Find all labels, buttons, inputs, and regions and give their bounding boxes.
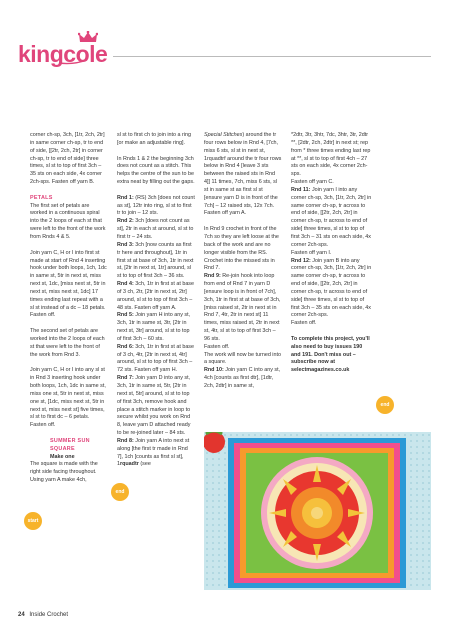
round-8 — [117, 438, 195, 469]
round-9 — [204, 273, 282, 344]
paragraph: The first set of petals are worked in a continuous spiral into the 2 loops of each st that were left to the front of the work from Rnds 4 & 5. — [30, 202, 106, 240]
round-text-tail: (see — [140, 461, 151, 468]
round-label: Rnd 1: — [117, 194, 134, 201]
page-footer — [18, 612, 68, 618]
brand-logo — [18, 40, 118, 68]
text-column-3 — [204, 132, 282, 391]
paragraph: Using yarn A make 4ch, — [30, 477, 87, 484]
crochet-square-illustration — [204, 432, 431, 590]
paragraph: Fasten off yarn C. — [291, 179, 334, 186]
paragraph: Join yarn C, H or I into any sl st in Rnd 3 inserting hook under both loops, 1ch, 1dc in same st, miss one st, 5tr in next st, miss one st, [1dc, miss next st, 5tr in next st, miss next st] five times, sl st to first dc – 6 petals. — [30, 367, 106, 421]
round-text: (RS) 3ch [does not count as st], 12tr into ring, sl st to first tr to join – 12 sts. — [117, 194, 195, 217]
summer-sun-square-photo — [204, 432, 431, 590]
round-label: Rnd 5: — [117, 312, 134, 319]
brand-name: kingcole — [18, 41, 108, 67]
round-text: Join yarn B into any corner ch-sp, 3ch, [1tr, 2ch, 2tr] in same corner ch-sp, tr across to end of side, [[2tr, 2ch, 2tr] in corner ch-sp, tr across to end of side] three times, sl st to top of first 3ch – 35 sts on each side, 4x corner 2ch-sps. — [291, 257, 372, 319]
end-badge: end — [376, 396, 394, 414]
round-3 — [117, 242, 195, 281]
subscribe-promo: To complete this project, you'll also need to buy issues 190 and 191. Don't miss out – subscribe now at selectmagazines.co.uk — [291, 335, 370, 374]
paragraph: sl st to first ch to join into a ring [or make an adjustable ring]. — [117, 132, 192, 146]
round-label: Rnd 12: — [291, 257, 311, 264]
section-heading-petals: PETALS — [30, 194, 53, 201]
paragraph: The second set of petals are worked into the 2 loops of each st that were left to the front of the work from Rnd 3. — [30, 328, 105, 358]
paragraph-text: ) around the tr four rows below in Rnd 4, [7ch, miss 6 sts, sl st in next st, 1rquadtrf around the tr four rows below in Rnd 4 [leave 3 sts between the raised sts in Rnd 4]] 11 times, 7ch, miss 6 sts, sl st in same st as first sl st [ensure yarn D is in front of the 7ch] – 12 raised sts, 12x 7ch. — [204, 132, 282, 209]
paragraph: In Rnd 9 crochet in front of the 7ch so they are left loose at the back of the work and are no longer visible from the RS. Crochet into the missed sts in Rnd 7. — [204, 226, 279, 272]
round-text: Join yarn H into any st, 3ch, 1tr in same st, 3tr, [2tr in next st, 3tr] around, sl st to top of first 3ch – 60 sts. — [117, 312, 191, 342]
round-7 — [117, 375, 195, 438]
start-badge: start — [24, 512, 42, 530]
section-heading-summer-sun: SUMMER SUN — [50, 437, 90, 444]
round-text: 3ch, 1tr in first st at base of 3 ch, 2tr, [2tr in next st, 2tr] around, sl st to top of first 3ch – 48 sts. Fasten off yarn A. — [117, 281, 195, 311]
section-heading-square: SQUARE — [50, 445, 75, 452]
stitch-name: rquadtr — [120, 461, 139, 468]
text-column-1 — [30, 132, 108, 493]
paragraph: Fasten off. — [30, 312, 56, 319]
header-divider — [113, 56, 431, 57]
text-column-2 — [117, 132, 195, 469]
paragraph: Fasten off yarn I. — [291, 249, 332, 256]
round-12 — [291, 258, 373, 321]
round-text: Join yarn I into any corner ch-sp, 3ch, [1tr, 2ch, 2tr] in same corner ch-sp, tr across to end of side, [[2tr, 2ch, 2tr] in corner ch-sp, tr across to end of side] three times, sl st to top of first 3ch – 31 sts on each side, 4x corner 2ch-sps. — [291, 186, 372, 248]
round-10 — [204, 367, 282, 391]
round-label: Rnd 6: — [117, 343, 134, 350]
make-one-label: Make one — [50, 453, 75, 460]
round-label: Rnd 9: — [204, 273, 221, 280]
round-text: 3ch, 1tr in first st at base of 3 ch, 4tr, [2tr in next st, 4tr] around, sl st to top of first 3ch – 72 sts. Fasten off yarn H. — [117, 343, 195, 374]
publication-name: Inside Crochet — [29, 612, 69, 618]
paragraph: In Rnds 1 & 2 the beginning 3ch does not count as a stitch. This helps the centre of the sun to be extra neat by filling out the gaps. — [117, 155, 195, 186]
round-label: Rnd 3: — [117, 241, 134, 248]
paragraph — [204, 132, 282, 210]
round-text: Join yarn D into any st, 3ch, 1tr in same st, 5tr, [2tr in next st, 5tr] around, sl st to top of first 3ch, remove hook and place a stitch marker in loop to secure whilst you work on Rnd 8, leave yarn D attached ready to be re-joined later – 84 sts. — [117, 375, 191, 437]
paragraph: The work will now be turned into a square. — [204, 351, 282, 366]
round-1 — [117, 195, 195, 219]
paragraph: Join yarn C, H or I into first st made at start of Rnd 4 inserting hook under both loops, 1ch, 1dc in same st, 5tr in next st, miss next st, 1dc, [miss next st, 5tr in next st, miss next st, 1dc] 17 times ending last repeat with a sl st instead of a dc – 18 petals. — [30, 249, 107, 311]
paragraph: Fasten off. — [30, 422, 56, 429]
round-2 — [117, 218, 195, 242]
crochet-hook-icon — [58, 58, 88, 66]
round-6 — [117, 344, 195, 375]
round-text: 3ch [does not count as st], 2tr in each st around, sl st to first tr – 24 sts. — [117, 218, 194, 240]
page-number: 24 — [18, 612, 25, 618]
round-label: Rnd 11: — [291, 186, 311, 193]
end-badge: end — [111, 483, 129, 501]
round-label: Rnd 4: — [117, 281, 134, 288]
round-text: Join yarn C into any st, 4ch [counts as first dtr], [1dtr, 2ch, 2dtr] in same st, — [204, 367, 281, 389]
paragraph: Fasten off. — [204, 343, 230, 350]
round-4 — [117, 281, 195, 312]
paragraph: corner ch-sp, 3ch, [1tr, 2ch, 2tr] in same corner ch-sp, tr to end of side, [[2tr, 2ch, 2tr] in corner ch-sp, tr to end of side] three times, sl st to top of first 3ch – 35 sts on each side, 4x corner 2ch-sps. Fasten off yarn B. — [30, 132, 105, 186]
round-label: Rnd 7: — [117, 375, 134, 382]
paragraph: Fasten off. — [291, 320, 317, 327]
paragraph: Fasten off yarn A. — [204, 210, 247, 217]
round-text: Re-join hook into loop from end of Rnd 7 in yarn D [ensure loop is in front of 7ch], 3ch, 1tr in first st at base of 3ch, [miss raised st, 2tr in next st in Rnd 7, 4tr, 2tr in next st] 11 times, miss raised st, 2tr in next st, 4tr, sl st to top of first 3ch – 96 sts. — [204, 273, 281, 342]
paragraph: *2dtr, 3tr, 3htr, 7dc, 3htr, 3tr, 2dtr **, [2dtr, 2ch, 2dtr] in next st; rep from * three times ending last rep at **, sl st to top of first 4ch – 27 sts on each side, 4x corner 2ch-sps. — [291, 132, 371, 178]
round-label: Rnd 8: — [117, 437, 134, 444]
text-column-4 — [291, 132, 373, 383]
paragraph: The square is made with the right side facing throughout. — [30, 461, 98, 476]
round-5 — [117, 312, 195, 343]
round-label: Rnd 10: — [204, 367, 224, 374]
round-text: Join yarn A into next st along [the first tr made in Rnd 7], 1ch [counts as first sl st], 1 — [117, 437, 190, 468]
special-stitches-ref: Special Stitches — [204, 132, 243, 138]
round-text: 3ch [now counts as first tr here and throughout], 1tr in first st at base of 3ch, 1tr in next st, [2tr in next st, 1tr] around, sl st to top of first 3ch – 36 sts. — [117, 241, 194, 280]
round-label: Rnd 2: — [117, 218, 134, 225]
round-11 — [291, 187, 373, 250]
